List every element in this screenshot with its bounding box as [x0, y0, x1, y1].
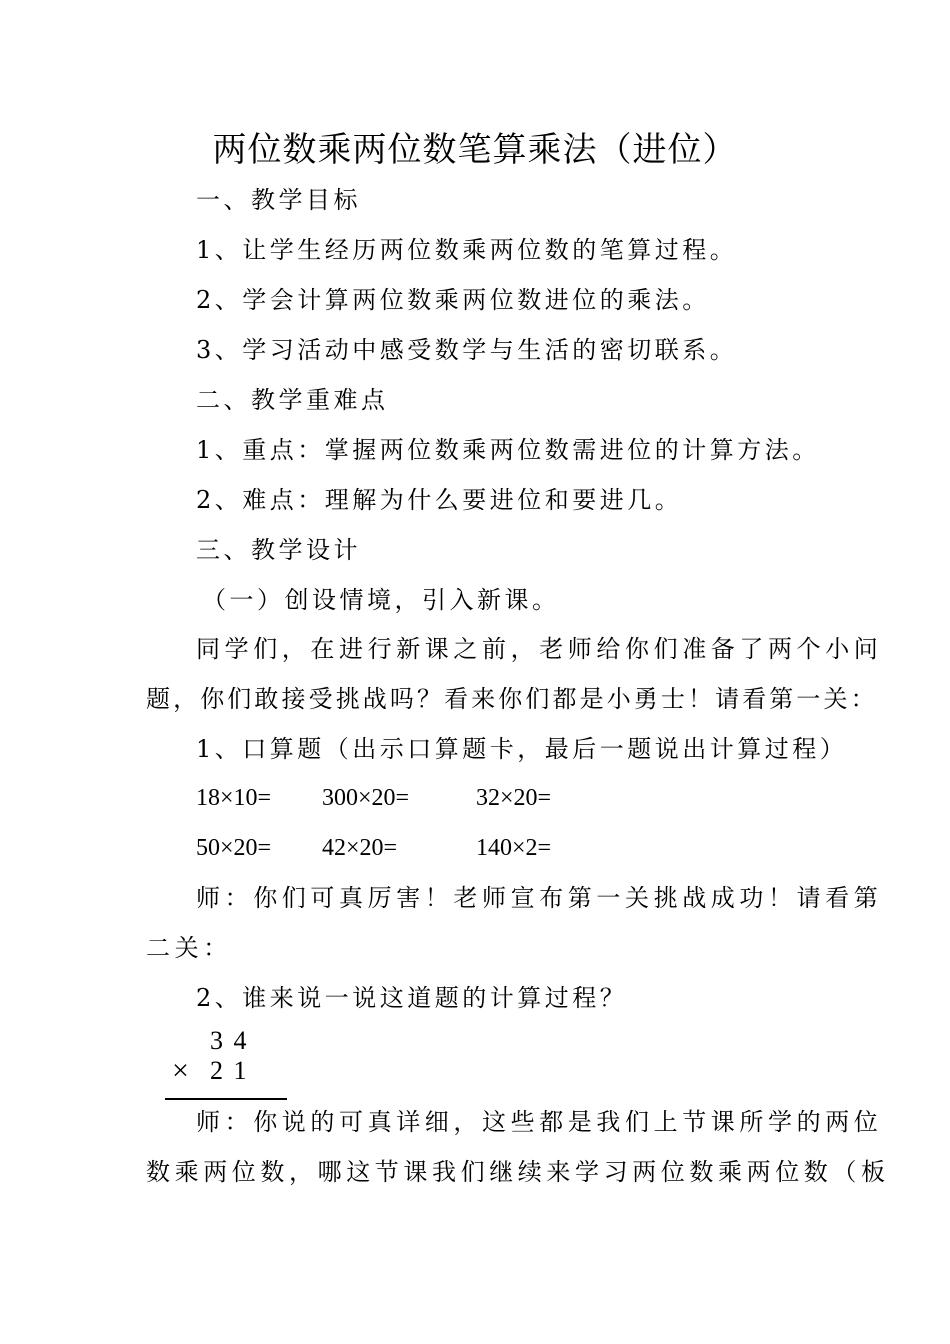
section-heading-key-points: 二、教学重难点: [196, 386, 389, 414]
paragraph-2-line-1: 师：你们可真厉害！老师宣布第一关挑战成功！请看第: [196, 884, 883, 912]
vertical-multiplicand: 3 4: [210, 1026, 249, 1055]
oral-calc-item: 300×20=: [322, 785, 410, 811]
section-heading-design: 三、教学设计: [196, 536, 361, 564]
oral-calc-item: 32×20=: [476, 785, 552, 811]
goal-item-3: 3、学习活动中感受数学与生活的密切联系。: [196, 336, 738, 364]
key-point-2: 2、难点：理解为什么要进位和要进几。: [196, 486, 683, 514]
paragraph-3-line-1: 师：你说的可真详细，这些都是我们上节课所学的两位: [196, 1108, 883, 1136]
vertical-multiplier: 2 1: [210, 1056, 249, 1085]
subsection-heading-1: （一）创设情境，引入新课。: [202, 586, 560, 614]
goal-item-2: 2、学会计算两位数乘两位数进位的乘法。: [196, 286, 710, 314]
oral-calc-item: 18×10=: [196, 785, 272, 811]
oral-calc-item: 42×20=: [322, 835, 398, 861]
page-title: 两位数乘两位数笔算乘法（进位）: [212, 130, 738, 170]
question-2: 2、谁来说一说这道题的计算过程？: [196, 984, 628, 1012]
oral-calc-item: 50×20=: [196, 835, 272, 861]
paragraph-1-line-1: 同学们，在进行新课之前，老师给你们准备了两个小问: [196, 635, 883, 663]
goal-item-1: 1、让学生经历两位数乘两位数的笔算过程。: [196, 236, 738, 264]
paragraph-3-line-2: 数乘两位数，哪这节课我们继续来学习两位数乘两位数（板: [146, 1158, 890, 1186]
section-heading-goals: 一、教学目标: [196, 186, 361, 214]
key-point-1: 1、重点：掌握两位数乘两位数需进位的计算方法。: [196, 436, 820, 464]
paragraph-1-line-2: 题，你们敢接受挑战吗？看来你们都是小勇士！请看第一关：: [146, 685, 878, 713]
multiply-sign: ×: [172, 1054, 189, 1087]
paragraph-2-line-2: 二关：: [146, 934, 232, 962]
oral-calc-item: 140×2=: [476, 835, 552, 861]
vertical-calc-rule: [165, 1098, 287, 1100]
oral-calc-heading: 1、口算题（出示口算题卡，最后一题说出计算过程）: [196, 735, 848, 763]
